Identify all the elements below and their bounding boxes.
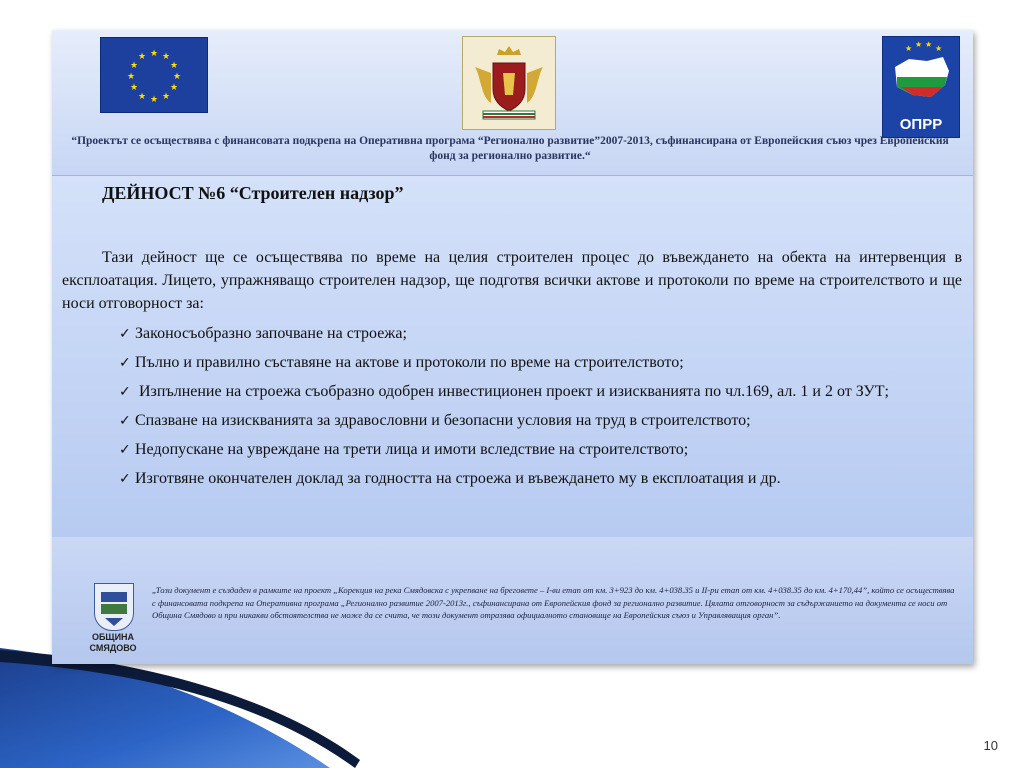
svg-text:★: ★ (129, 61, 139, 71)
svg-text:★: ★ (161, 52, 171, 62)
list-item: ✓ Спазване на изискванията за здравословни и безопасни условия на труд в строителството; (62, 409, 962, 433)
list-item: ✓ Пълно и правилно съставяне на актове и протоколи по време на строителството; (62, 351, 962, 375)
activity-title: ДЕЙНОСТ №6 “Строителен надзор” (102, 183, 404, 203)
svg-text:★: ★ (137, 92, 147, 102)
svg-text:★: ★ (149, 95, 159, 105)
footer-disclaimer: „Този документ е създаден в рамките на проект „Корекция на река Смядовска с укрепване на бреговете – I-ви етап от км. 3+923 до км. 4+038.35 и II-ри етап от км. 4+038.35 до км. 4+170,44”, който се осъществява с финансовата подкрепа на Оперативна програма „Регионално развитие 2007-2013г., съфинансирана от Европейския фонд за регионално развитие. Цялата отговорност за съдържанието на документа се носи от Община Смядово и при никакви обстоятелства не може да се счита, че този документ отразява официалното становище на Европейския съюз и Управляващия орган”. (152, 585, 955, 620)
svg-text:★: ★ (915, 40, 923, 49)
svg-text:★: ★ (149, 49, 159, 59)
responsibility-list (62, 322, 962, 496)
svg-text:★: ★ (925, 40, 933, 49)
svg-text:★: ★ (172, 72, 182, 82)
list-item: ✓ Недопускане на увреждане на трети лица и имоти вследствие на строителството; (62, 438, 962, 462)
svg-text:★: ★ (935, 44, 943, 53)
check-icon: ✓ (119, 355, 131, 371)
bulgaria-map-icon (883, 37, 959, 117)
svg-text:★: ★ (161, 92, 171, 102)
svg-text:★: ★ (169, 83, 179, 93)
svg-text:★: ★ (169, 61, 179, 71)
check-icon: ✓ (119, 442, 131, 458)
oprr-logo (882, 36, 960, 138)
funding-statement: “Проектът се осъществява с финансовата подкрепа на Оперативна програма “Регионално развитие”2007-2013, съфинансирана от Европейския съюз чрез Европейския фонд за регионално развитие.“ (71, 135, 949, 162)
slide-number: 10 (983, 738, 998, 753)
bulgarian-coat-of-arms-icon (462, 36, 556, 130)
list-item: ✓ Законосъобразно започване на строежа; (62, 322, 962, 346)
svg-text:★: ★ (126, 72, 136, 82)
check-icon: ✓ (119, 413, 131, 429)
oprr-logo-text: ОПРР (899, 116, 943, 133)
svg-text:★: ★ (905, 44, 913, 53)
eu-flag-icon (100, 37, 208, 113)
activity-paragraph: Тази дейност ще се осъществява по време на целия строителен процес до въвеждането на обекта на интервенция в експлоатация. Лицето, упражняващо строителен надзор, ще подготвя всички актове и протоколи по време на строителството и ще носи отговорност за: (62, 249, 962, 312)
list-item: ✓ Изготвяне окончателен доклад за годността на строежа и въвеждането му в експлоатация и др. (62, 467, 962, 491)
svg-text:★: ★ (137, 52, 147, 62)
check-icon: ✓ (119, 471, 131, 487)
check-icon: ✓ (119, 384, 131, 400)
list-item: ✓ Изпълнение на строежа съобразно одобрен инвестиционен проект и изискванията по чл.169, ал. 1 и 2 от ЗУТ; (62, 380, 962, 404)
svg-text:★: ★ (129, 83, 139, 93)
smyadovo-crest-icon (94, 583, 134, 631)
municipality-name: ОБЩИНА СМЯДОВО (89, 632, 137, 653)
check-icon: ✓ (119, 326, 131, 342)
